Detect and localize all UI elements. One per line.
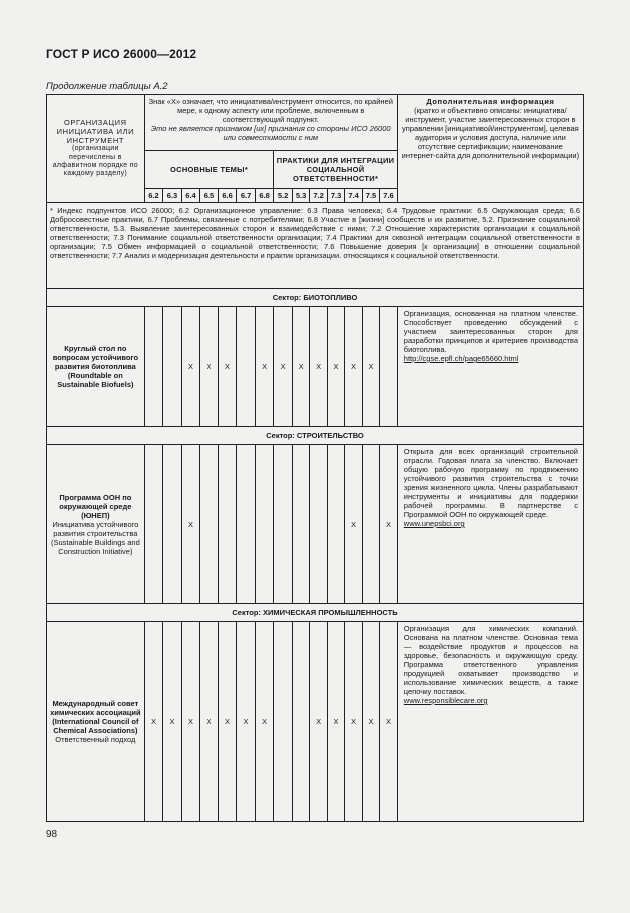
mark-cell: X (181, 307, 200, 427)
organization-info: Открыта для всех организаций строительной отрасли. Годовая плата за членство. Включает общую рабочую программу по продвижению устойчивого развития строительства с точки зрения жизненного цикла. Члены разрабатывают инструменты и инициативы для поддержки рабочей программы. В партнерстве с Программой ООН по окружающей среде. www.unepsbci.org (397, 445, 583, 604)
sector-heading: Сектор: БИОТОПЛИВО (47, 289, 584, 307)
mark-cell (144, 307, 163, 427)
mark-cell (237, 445, 256, 604)
org-column-note: (организации перечислены в алфавитном порядке по каждому разделу) (52, 145, 139, 178)
mark-cell: X (310, 307, 327, 427)
additional-info-description: (кратко и объективно описаны: инициатива/инструмент, участие заинтересованных сторон в управлении [инициативой/инструментом], целевая аудитория и условия доступа, наличие или отсутствие сертификации; наименование интернет-сайта для дополнительной информации) (401, 106, 580, 160)
mark-cell (327, 445, 344, 604)
mark-note-line1: Знак «Х» означает, что инициатива/инструмент относится, по крайней мере, к одному аспекту или проблеме, включенным в соответствующий подпункт. (148, 97, 393, 124)
table-row (47, 307, 584, 427)
mark-cell: X (200, 307, 219, 427)
code-cell: 6.6 (218, 189, 237, 203)
code-cell: 7.3 (327, 189, 344, 203)
mark-cell: X (163, 622, 182, 822)
mark-cell: X (200, 622, 219, 822)
additional-info-header (397, 95, 583, 203)
code-cell: 6.7 (237, 189, 256, 203)
org-column-header (47, 95, 145, 203)
code-cell: 5.2 (274, 189, 293, 203)
mark-cell: X (274, 307, 293, 427)
table-row (47, 445, 584, 604)
organization-info: Организация для химических компаний. Основана на платном членстве. Основная тема — воздействие продуктов и процессов на здоровье, безопасность и окружающую среду. Программа ответственного управления продукцией охватывает производство и использование химических веществ, а также цепочку поставок. www.responsiblecare.org (397, 622, 583, 822)
subclause-legend: * Индекс подпунктов ИСО 26000; 6.2 Организационное управление: 6.3 Права человека; 6.4 Трудовые практики: 6.5 Окружающая среда; 6.6 Добросовестные практики, 6.7 Проблемы, связанные с потребителями; 6.8 Участие в [жизни] сообществ и их развитие, 5.2. Признание социальной ответственности, 5.3. Выявление заинтересованных сторон и взаимодействие с ними; 7.2 Отношение характеристик организации к социальной ответственности; 7.3 Понимание социальной ответственности организации; 7.4 Практики для сквозной интеграции социальной ответственности в организации; 7.5 Обмен информацией о социальной ответственности; 7.6 Повышение доверия [к организации] в отношении социальной ответственности; 7.7 Анализ и модернизация деятельности и практик организации. относящихся к социальной ответственности. (47, 203, 584, 289)
table-caption: Продолжение таблицы А.2 (46, 81, 168, 92)
organization-name: Круглый стол по вопросам устойчивого развития биотоплива (Roundtable on Sustainable Biofuels) (47, 307, 145, 427)
mark-cell: X (380, 622, 398, 822)
mark-cell (274, 622, 293, 822)
mark-cell (362, 445, 379, 604)
initiatives-table (46, 94, 584, 822)
mark-cell: X (327, 622, 344, 822)
code-cell: 6.3 (163, 189, 182, 203)
practices-header: ПРАКТИКИ ДЛЯ ИНТЕГРАЦИИ СОЦИАЛЬНОЙ ОТВЕТСТВЕННОСТИ* (274, 151, 397, 189)
mark-cell: X (327, 307, 344, 427)
page-number: 98 (46, 829, 58, 840)
mark-cell: X (218, 622, 237, 822)
additional-info-title: Дополнительная информация (426, 97, 555, 106)
mark-cell: X (218, 307, 237, 427)
mark-cell (380, 307, 398, 427)
code-cell: 7.5 (362, 189, 379, 203)
sector-heading: Сектор: СТРОИТЕЛЬСТВО (47, 427, 584, 445)
code-cell: 5.3 (292, 189, 309, 203)
mark-note (144, 95, 397, 151)
page-header: ГОСТ Р ИСО 26000—2012 (46, 47, 197, 61)
mark-cell (218, 445, 237, 604)
mark-note-line2: Это не является признаком [их] признания со стороны ИСО 26000 или совместимости с ним (150, 124, 391, 142)
mark-cell: X (255, 622, 274, 822)
initiative-name: Инициатива устойчивого развития строительства (Sustainable Buildings and Construction Initiative) (50, 519, 140, 556)
mark-cell: X (144, 622, 163, 822)
mark-cell: X (362, 307, 379, 427)
code-cell: 6.5 (200, 189, 219, 203)
mark-cell: X (345, 622, 362, 822)
mark-cell: X (237, 622, 256, 822)
mark-cell: X (181, 622, 200, 822)
mark-cell (292, 622, 309, 822)
website-link[interactable]: www.responsiblecare.org (403, 696, 488, 705)
mark-cell: X (380, 445, 398, 604)
mark-cell: X (181, 445, 200, 604)
mark-cell (163, 307, 182, 427)
website-link[interactable]: http://cgse.epfl.ch/page65660.html (403, 354, 519, 363)
mark-cell: X (255, 307, 274, 427)
organization-name: Программа ООН по окружающей среде (ЮНЕП) Инициатива устойчивого развития строительства (Sustainable Buildings and Construction Initiative) (47, 445, 145, 604)
initiative-name: Ответственный подход (55, 735, 136, 744)
mark-cell (144, 445, 163, 604)
mark-cell: X (345, 445, 362, 604)
code-cell: 7.2 (310, 189, 327, 203)
code-cell: 7.6 (380, 189, 398, 203)
organization-name: Международный совет химических ассоциаций (International Council of Chemical Associations) Ответственный подход (47, 622, 145, 822)
core-themes-header: ОСНОВНЫЕ ТЕМЫ* (144, 151, 274, 189)
org-column-title: ОРГАНИЗАЦИЯ ИНИЦИАТИВА ИЛИ ИНСТРУМЕНТ (56, 118, 135, 146)
organization-info: Организация, основанная на платном членстве. Способствует проведению обсуждений с участием заинтересованных сторон для разработки принципов и критериев производства биотоплива. http://cgse.epfl.ch/page65660.html (397, 307, 583, 427)
mark-cell (292, 445, 309, 604)
sector-heading: Сектор: ХИМИЧЕСКАЯ ПРОМЫШЛЕННОСТЬ (47, 604, 584, 622)
mark-cell (163, 445, 182, 604)
mark-cell: X (310, 622, 327, 822)
mark-cell: X (292, 307, 309, 427)
mark-cell (255, 445, 274, 604)
mark-cell: X (362, 622, 379, 822)
code-cell: 7.4 (345, 189, 362, 203)
mark-cell (200, 445, 219, 604)
table-row (47, 622, 584, 822)
mark-cell (310, 445, 327, 604)
code-cell: 6.8 (255, 189, 274, 203)
mark-cell (274, 445, 293, 604)
code-cell: 6.2 (144, 189, 163, 203)
mark-cell: X (345, 307, 362, 427)
code-cell: 6.4 (181, 189, 200, 203)
mark-cell (237, 307, 256, 427)
website-link[interactable]: www.unepsbci.org (403, 519, 465, 528)
